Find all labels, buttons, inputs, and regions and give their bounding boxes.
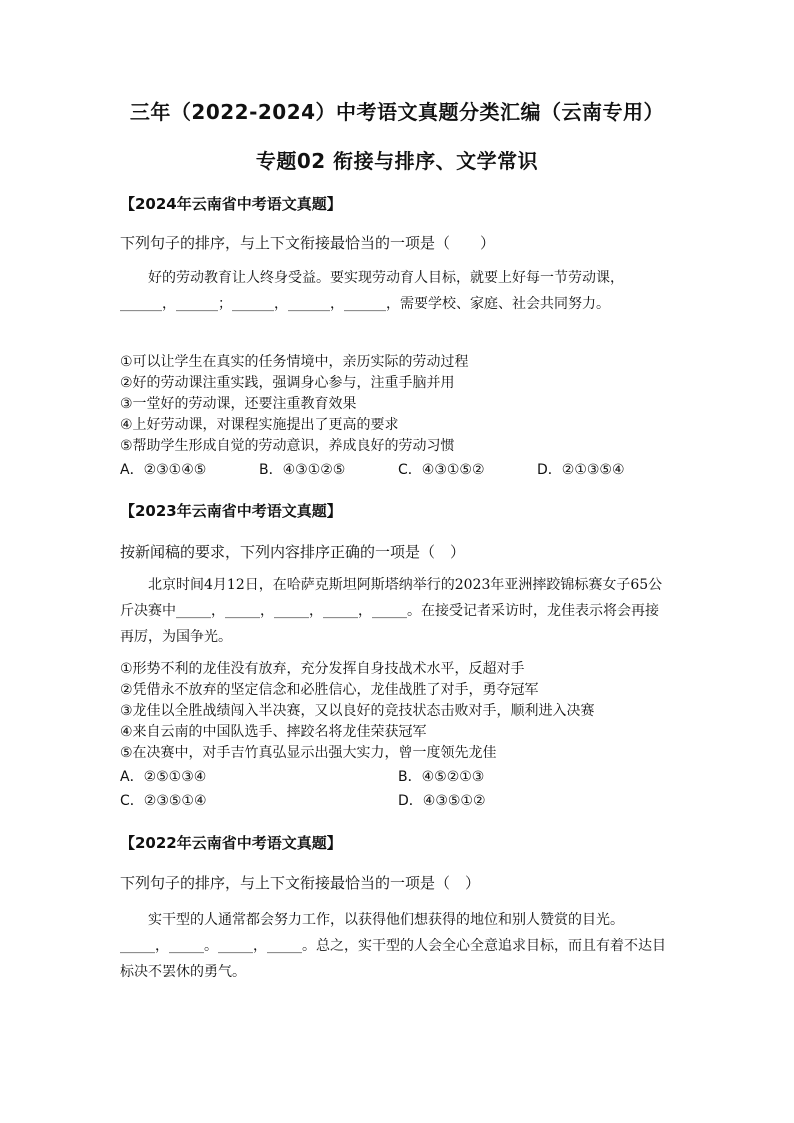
passage-2024: 好的劳动教育让人终身受益。要实现劳动育人目标，就要上好每一节劳动课，______，______；______，______，______，需要学校、家庭、社会共同努力。 (120, 270, 624, 312)
answer-choices-2023 (120, 766, 598, 810)
list-item: ②好的劳动课注重实践，强调身心参与，注重手脑并用 (120, 375, 455, 391)
section-heading-2023: 【2023年云南省中考语文真题】 (120, 502, 342, 520)
choice-d: D．④③⑤①② (398, 793, 486, 809)
list-item: ①形势不利的龙佳没有放弃，充分发挥自身技战术水平，反超对手 (120, 661, 525, 677)
choice-b: B．④⑤②①③ (398, 769, 485, 785)
page-subtitle: 专题02 衔接与排序、文学常识 (255, 149, 539, 173)
choice-a: A．②③①④⑤ (120, 462, 207, 478)
choice-a: A．②⑤①③④ (120, 769, 207, 785)
list-item: ②凭借永不放弃的坚定信念和必胜信心，龙佳战胜了对手，勇夺冠军 (120, 682, 539, 698)
page-title: 三年（2022-2024）中考语文真题分类汇编（云南专用） (129, 100, 665, 124)
choice-d: D．②①③⑤④ (537, 462, 625, 478)
passage-2023: 北京时间4月12日，在哈萨克斯坦阿斯塔纳举行的2023年亚洲摔跤锦标赛女子65公斤决赛中_____，_____，_____，_____，_____。在接受记者采访时，龙佳表示将会再接再厉，为国争光。 (120, 577, 663, 645)
section-heading-2022: 【2022年云南省中考语文真题】 (120, 834, 342, 852)
question-2022: 下列句子的排序，与上下文衔接最恰当的一项是（ ） (120, 874, 481, 892)
passage-2022: 实干型的人通常都会努力工作，以获得他们想获得的地位和别人赞赏的目光。_____，_____。_____，_____。总之，实干型的人会全心全意追求目标，而且有着不达目标决不罢休的勇气。 (120, 912, 666, 980)
choice-b: B．④③①②⑤ (259, 462, 346, 478)
answer-choices-2024 (120, 459, 676, 479)
list-item: ①可以让学生在真实的任务情境中，亲历实际的劳动过程 (120, 354, 469, 370)
list-item: ③一堂好的劳动课，还要注重教育效果 (120, 396, 357, 412)
question-2024: 下列句子的排序，与上下文衔接最恰当的一项是（ ） (120, 234, 496, 252)
list-item: ③龙佳以全胜战绩闯入半决赛，又以良好的竞技状态击败对手，顺利进入决赛 (120, 703, 595, 719)
option-list-2024 (120, 352, 469, 457)
section-heading-2024: 【2024年云南省中考语文真题】 (120, 195, 342, 213)
choice-c: C．④③①⑤② (398, 462, 485, 478)
option-list-2023 (120, 659, 595, 764)
list-item: ④来自云南的中国队选手、摔跤名将龙佳荣获冠军 (120, 724, 427, 740)
list-item: ④上好劳动课，对课程实施提出了更高的要求 (120, 417, 399, 433)
list-item: ⑤在决赛中，对手吉竹真弘显示出强大实力，曾一度领先龙佳 (120, 745, 497, 761)
choice-c: C．②③⑤①④ (120, 793, 207, 809)
question-2023: 按新闻稿的要求，下列内容排序正确的一项是（ ） (120, 543, 466, 561)
list-item: ⑤帮助学生形成自觉的劳动意识，养成良好的劳动习惯 (120, 438, 455, 454)
